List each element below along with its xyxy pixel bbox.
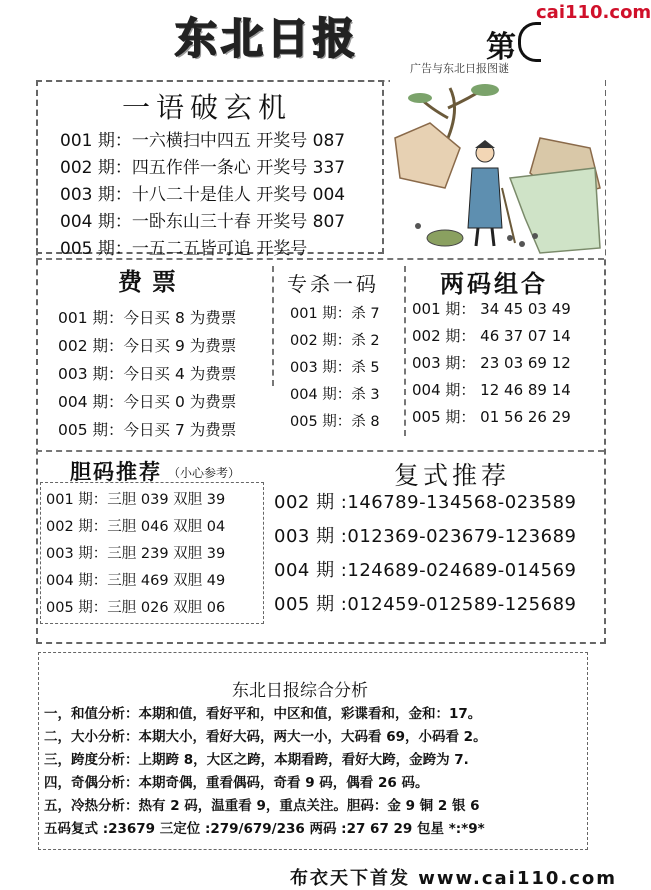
kill-row: 003 期：杀 5 (290, 360, 380, 376)
two-title: 两码组合 (440, 269, 548, 298)
dan-note: （小心参考） (168, 466, 241, 480)
kill-row: 002 期：杀 2 (290, 333, 380, 349)
analysis-title: 东北日报综合分析 (232, 681, 368, 701)
dan-list (46, 488, 225, 623)
analysis-row: 二，大小分析：本期大小，看好大码，两大一小，大码看 69，小码看 2。 (44, 729, 487, 745)
dan-title: 胆码推荐 (70, 459, 162, 484)
dan-row: 001 期：三胆 039 双胆 39 (46, 492, 226, 508)
footer (290, 864, 617, 890)
analysis-row: 五码复式 :23679 三定位 :279/679/236 两码 :27 67 29 包星 *:*9* (44, 821, 485, 837)
scholar-illustration (390, 78, 605, 258)
analysis-list (44, 702, 487, 840)
footer-domain[interactable]: www.cai110.com (418, 868, 618, 889)
kill-title: 专杀一码 (287, 272, 379, 296)
section-divider (36, 450, 604, 452)
issue-number-mark (518, 22, 541, 62)
analysis-row: 三，跨度分析：上期跨 8，大区之跨，本期看跨，看好大跨，金跨为 7. (44, 752, 469, 768)
oneword-row: 002 期：四五作伴一条心 开奖号 337 (60, 158, 346, 178)
oneword-row: 003 期：十八二十是佳人 开奖号 004 (60, 185, 346, 205)
analysis-row: 五，冷热分析：热有 2 码，温重看 9，重点关注。胆码：金 9 铜 2 银 6 (44, 798, 480, 814)
oneword-row: 005 期：一五二五皆可追 开奖号 (60, 239, 308, 259)
footer-text: 布衣天下首发 (290, 868, 410, 889)
site-watermark: cai110.com (536, 2, 651, 23)
fee-row: 002 期：今日买 9 为费票 (58, 337, 237, 355)
oneword-title: 一语破玄机 (122, 91, 293, 124)
two-list (412, 298, 571, 433)
fee-title: 费票 (118, 267, 186, 296)
section-divider (36, 258, 604, 260)
fee-row: 005 期：今日买 7 为费票 (58, 421, 237, 439)
fushi-row: 004 期 :124689-024689-014569 (274, 560, 577, 581)
column-divider (272, 266, 274, 386)
fushi-row: 003 期 :012369-023679-123689 (274, 526, 577, 547)
two-row: 002 期： 46 37 07 14 (412, 327, 571, 345)
fushi-row: 005 期 :012459-012589-125689 (274, 594, 577, 615)
dan-row: 004 期：三胆 469 双胆 49 (46, 573, 226, 589)
fee-row: 004 期：今日买 0 为费票 (58, 393, 237, 411)
oneword-row: 001 期：一六横扫中四五 开奖号 087 (60, 131, 346, 151)
kill-row: 005 期：杀 8 (290, 414, 380, 430)
analysis-row: 四，奇偶分析：本期奇偶，重看偶码，奇看 9 码，偶看 26 码。 (44, 775, 429, 791)
masthead-title: 东北日报 (175, 14, 360, 63)
two-row: 003 期： 23 03 69 12 (412, 354, 571, 372)
dan-row: 002 期：三胆 046 双胆 04 (46, 519, 226, 535)
two-row: 001 期： 34 45 03 49 (412, 300, 571, 318)
analysis-row: 一，和值分析：本期和值，看好平和，中区和值，彩谍看和，金和：17。 (44, 706, 482, 722)
oneword-list (60, 126, 345, 261)
fee-row: 001 期：今日买 8 为费票 (58, 309, 237, 327)
two-row: 005 期： 01 56 26 29 (412, 408, 571, 426)
dan-row: 003 期：三胆 239 双胆 39 (46, 546, 226, 562)
column-divider (404, 266, 406, 436)
kill-list (290, 302, 380, 437)
dan-row: 005 期：三胆 026 双胆 06 (46, 600, 226, 616)
kill-row: 004 期：杀 3 (290, 387, 380, 403)
ad-line: 广告与东北日报图谜 (410, 62, 509, 75)
fushi-title: 复式推荐 (394, 461, 511, 490)
fushi-list (274, 488, 577, 624)
oneword-row: 004 期：一卧东山三十春 开奖号 807 (60, 212, 346, 232)
kill-row: 001 期：杀 7 (290, 306, 380, 322)
two-row: 004 期： 12 46 89 14 (412, 381, 571, 399)
fee-row: 003 期：今日买 4 为费票 (58, 365, 237, 383)
issue-label: 第 (486, 30, 516, 65)
fee-list (58, 306, 236, 446)
fushi-row: 002 期 :146789-134568-023589 (274, 492, 577, 513)
